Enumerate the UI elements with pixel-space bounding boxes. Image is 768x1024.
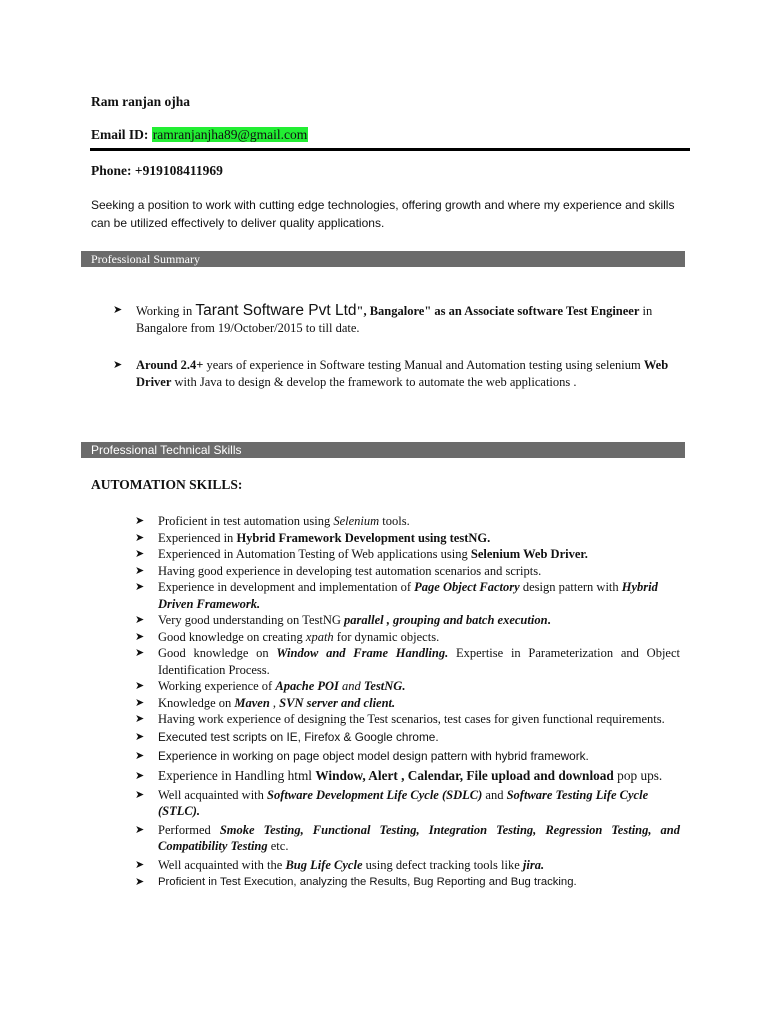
arrowhead-bullet-icon: ➤ — [135, 680, 145, 692]
skill-item: ➤ Working experience of Apache POI and TestNG. — [135, 679, 406, 693]
phone-label: Phone: — [91, 163, 132, 178]
arrowhead-bullet-icon: ➤ — [135, 750, 145, 762]
arrowhead-bullet-icon: ➤ — [135, 548, 145, 560]
arrowhead-bullet-icon: ➤ — [135, 581, 145, 593]
automation-skills-list — [135, 513, 680, 893]
summary-text: with Java to design & develop the framework to automate the web applications . — [171, 375, 577, 389]
summary-keyword: Web Driver — [136, 358, 669, 389]
arrowhead-bullet-icon: ➤ — [135, 564, 145, 577]
summary-text: Working in — [136, 304, 196, 318]
candidate-name: Ram ranjan ojha — [91, 94, 191, 109]
skill-item: ➤ Proficient in test automation using Selenium tools. — [135, 514, 410, 528]
automation-skills-heading: AUTOMATION SKILLS: — [91, 477, 243, 492]
skill-item: ➤ Having work experience of designing the Test scenarios, test cases for given functional requirements. — [135, 712, 665, 726]
section-header-technical-skills: Professional Technical Skills — [81, 442, 685, 458]
skill-item: ➤ Having good experience in developing test automation scenarios and scripts. — [135, 563, 542, 578]
phone-line — [91, 163, 223, 179]
skill-item: ➤ Very good understanding on TestNG parallel , grouping and batch execution. — [135, 613, 551, 627]
summary-item — [113, 357, 676, 391]
skill-item: ➤ Proficient in Test Execution, analyzing the Results, Bug Reporting and Bug tracking. — [158, 873, 680, 893]
arrowhead-bullet-icon: ➤ — [135, 876, 145, 888]
arrowhead-bullet-icon: ➤ — [113, 359, 123, 371]
skill-item: ➤ Experience in working on page object model design pattern with hybrid framework. — [158, 747, 680, 767]
skill-item: ➤ Good knowledge on Window and Frame Handling. Expertise in Parameterization and Object Identification Process. — [135, 646, 680, 677]
email-address[interactable]: ramranjanjha89@gmail.com — [152, 127, 308, 142]
skill-item: ➤ Experience in Handling html Window, Alert , Calendar, File upload and download pop ups. — [135, 767, 663, 783]
skill-item: ➤ Performed Smoke Testing, Functional Testing, Integration Testing, Regression Testing, and Compatibility Testing etc. — [135, 822, 680, 853]
experience-years: Around 2.4+ — [136, 358, 204, 372]
arrowhead-bullet-icon: ➤ — [135, 515, 145, 527]
arrowhead-bullet-icon: ➤ — [135, 531, 145, 544]
arrowhead-bullet-icon: ➤ — [135, 630, 145, 643]
section-header-professional-summary: Professional Summary — [81, 251, 685, 267]
header-divider — [90, 148, 690, 151]
arrowhead-bullet-icon: ➤ — [113, 304, 123, 316]
arrowhead-bullet-icon: ➤ — [135, 614, 145, 626]
email-line — [91, 127, 308, 143]
summary-text: as an — [431, 304, 465, 318]
arrowhead-bullet-icon: ➤ — [135, 788, 145, 801]
summary-item — [113, 302, 676, 337]
arrowhead-bullet-icon: ➤ — [135, 696, 145, 709]
company-name: Tarant Software Pvt Ltd — [195, 302, 357, 319]
job-title: Associate software Test Engineer — [464, 304, 640, 318]
arrowhead-bullet-icon: ➤ — [135, 713, 145, 725]
summary-city: ", Bangalore" — [356, 304, 432, 318]
phone-number: +919108411969 — [134, 163, 223, 178]
skill-item: ➤ Well acquainted with the Bug Life Cycle using defect tracking tools like jira. — [135, 857, 545, 872]
career-objective: Seeking a position to work with cutting edge technologies, offering growth and where my experience and skills can be utilized effectively to deliver quality applications. — [91, 198, 675, 230]
skill-item: ➤ Well acquainted with Software Development Life Cycle (SDLC) and Software Testing Life Cycle (STLC). — [135, 787, 649, 818]
email-label: Email ID: — [91, 127, 149, 142]
skill-item: ➤ Experienced in Automation Testing of Web applications using Selenium Web Driver. — [135, 547, 588, 561]
summary-text: years of experience in Software testing Manual and Automation testing using selenium — [203, 358, 644, 372]
arrowhead-bullet-icon: ➤ — [135, 769, 145, 782]
skill-item: ➤ Experience in development and implementation of Page Object Factory design pattern with Hybrid Driven Framework. — [135, 580, 658, 611]
arrowhead-bullet-icon: ➤ — [135, 730, 145, 743]
skill-item: ➤ Experienced in Hybrid Framework Development using testNG. — [135, 530, 491, 545]
arrowhead-bullet-icon: ➤ — [135, 823, 145, 836]
arrowhead-bullet-icon: ➤ — [135, 647, 145, 659]
summary-text: in Bangalore from 19/October/2015 to till date. — [136, 304, 653, 335]
skill-item: ➤ Knowledge on Maven , SVN server and client. — [135, 695, 396, 710]
skill-item: ➤ Executed test scripts on IE, Firefox & Google chrome. — [158, 728, 680, 748]
skill-item: ➤ Good knowledge on creating xpath for dynamic objects. — [135, 629, 440, 644]
arrowhead-bullet-icon: ➤ — [135, 858, 145, 871]
